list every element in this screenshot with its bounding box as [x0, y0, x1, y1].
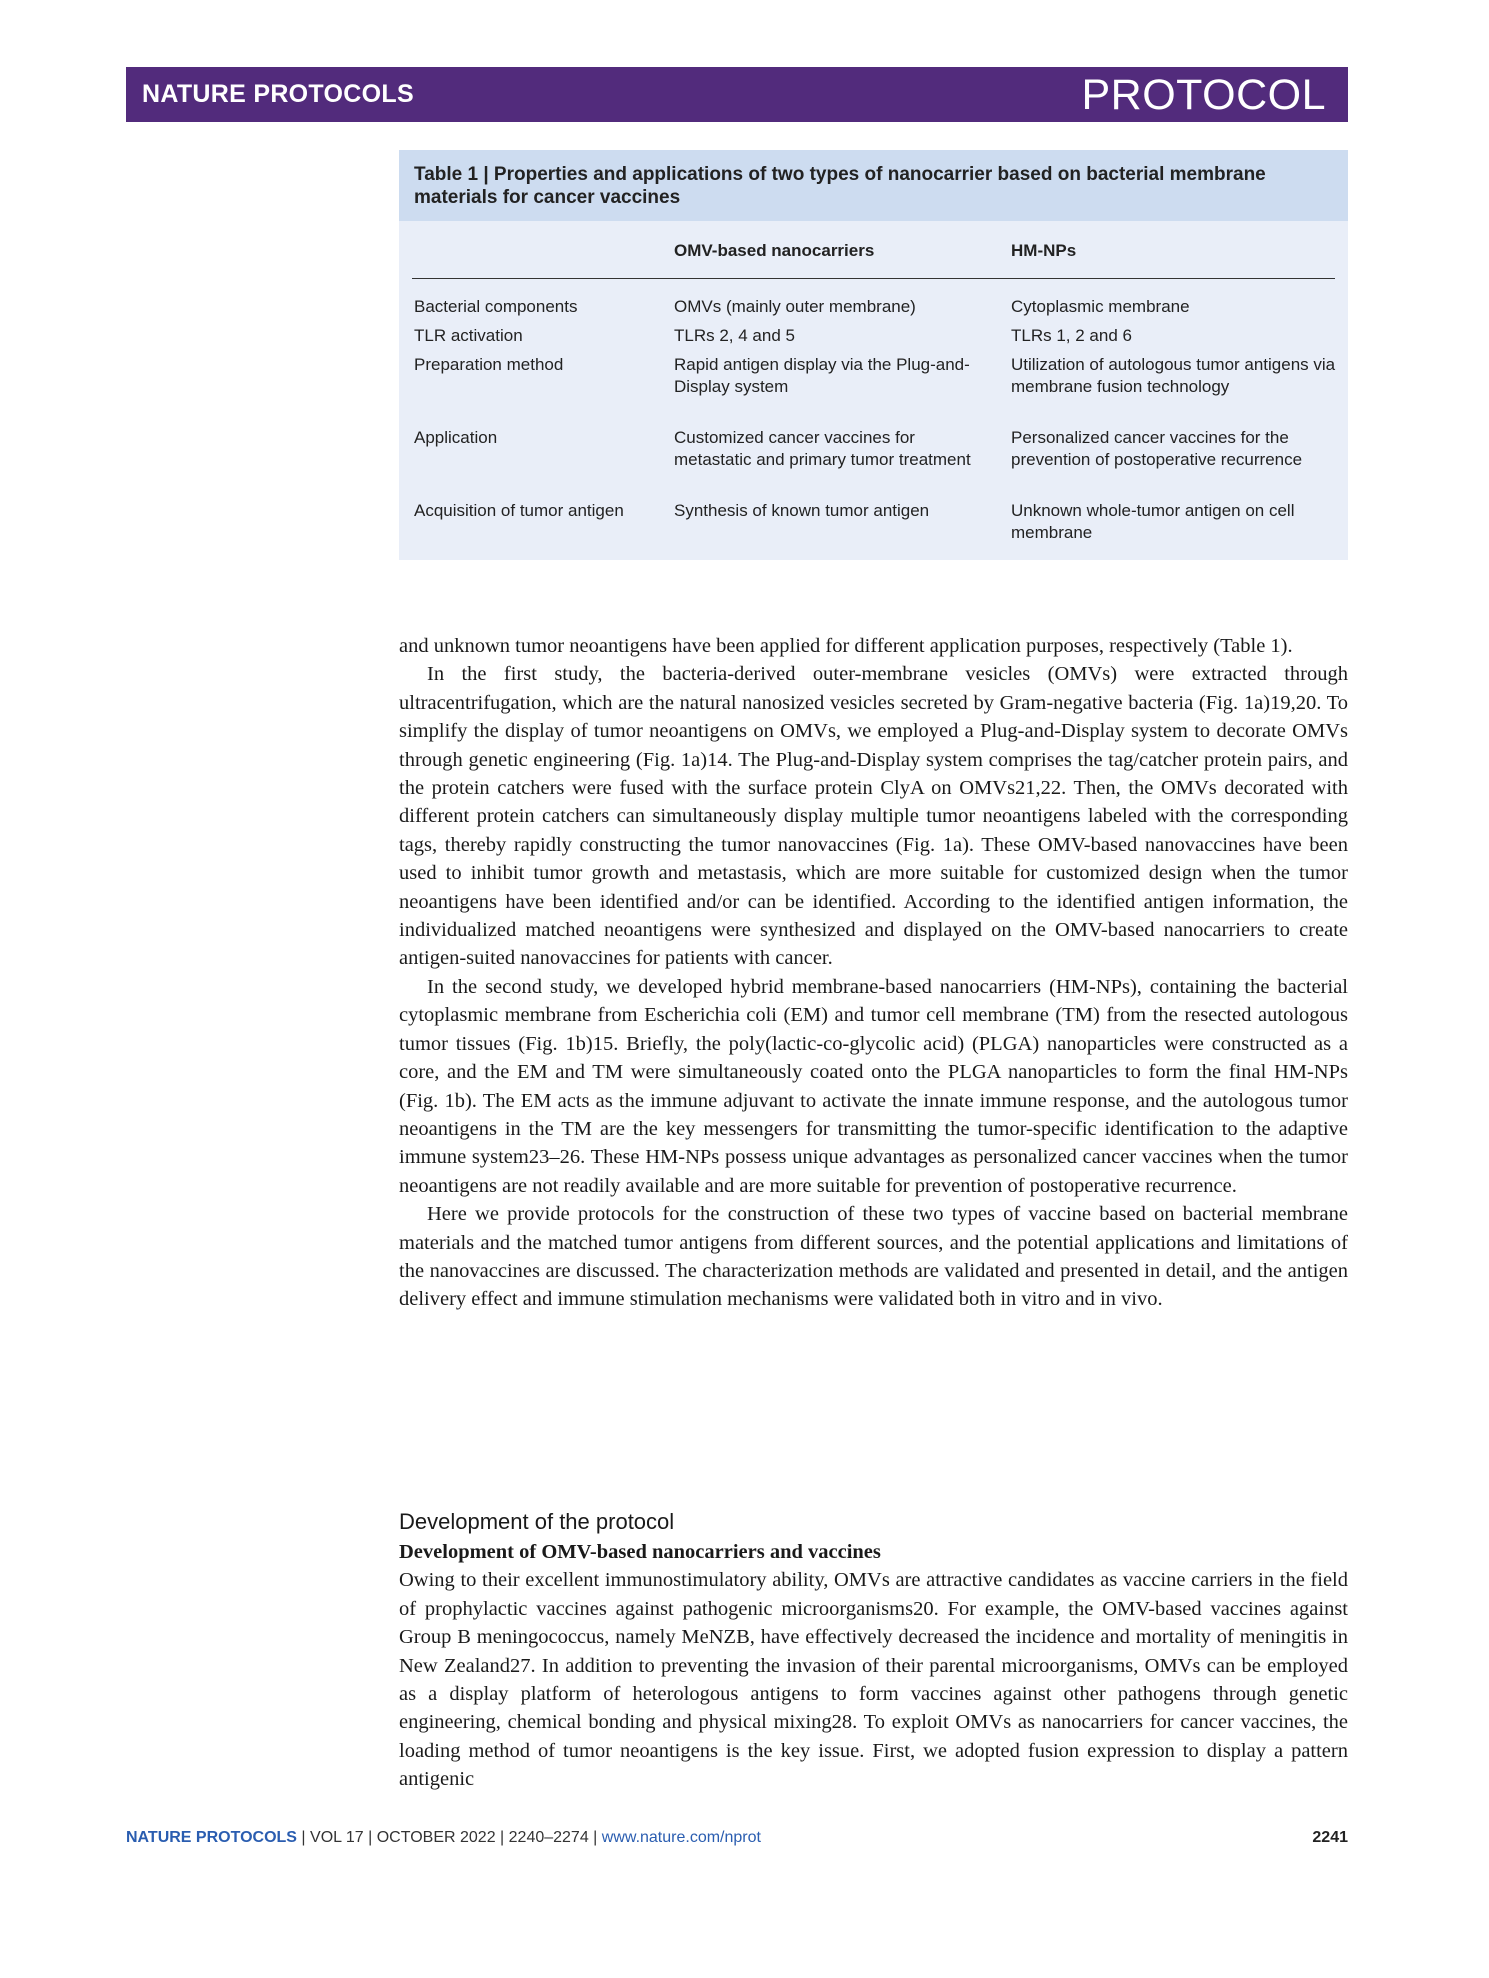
- table-cell: Application: [414, 428, 498, 447]
- paragraph-4: Here we provide protocols for the construction of these two types of vaccine based on bacterial membrane materials and the matched tumor antigens from different sources, and the potential applications and limitations of the nanovaccines are discussed. The characterization methods are validated and presented in detail, and the antigen delivery effect and immune stimulation mechanisms were validated both in vitro and in vivo.: [399, 1203, 1348, 1311]
- table-cell: Cytoplasmic membrane: [1011, 297, 1190, 316]
- journal-header-bar: [126, 67, 1348, 122]
- table-cell: TLRs 1, 2 and 6: [1011, 326, 1132, 345]
- page-footer: [126, 1829, 1348, 1847]
- table-1: [399, 150, 1348, 560]
- table-caption: [399, 150, 1348, 221]
- table-cell: Utilization of autologous tumor antigens via membrane fusion technology: [1011, 355, 1336, 396]
- table-cell: Synthesis of known tumor antigen: [674, 501, 930, 520]
- table-header-hmnp: HM-NPs: [1011, 241, 1077, 260]
- table-row: [399, 325, 1348, 354]
- table-caption-text: Properties and applications of two types of nanocarrier based on bacterial membrane materials for cancer vaccines: [414, 164, 1266, 208]
- table-cell: OMVs (mainly outer membrane): [674, 297, 916, 316]
- table-row: [399, 354, 1348, 427]
- table-cell: Preparation method: [414, 355, 564, 374]
- subsection-title: Development of OMV-based nanocarriers and vaccines: [399, 1541, 881, 1563]
- table-cell: Rapid antigen display via the Plug-and-Display system: [674, 355, 970, 396]
- table-header-row: [399, 221, 1348, 273]
- footer-citation: | VOL 17 | OCTOBER 2022 | 2240–2274 |: [296, 1829, 602, 1846]
- table-rule: [412, 278, 1335, 279]
- table-row: [399, 500, 1348, 550]
- paragraph-5: Owing to their excellent immunostimulatory ability, OMVs are attractive candidates as vaccine carriers in the field of prophylactic vaccines against pathogenic microorganisms20. For example, the OMV-based vaccines against Group B meningococcus, namely MeNZB, have effectively decreased the incidence and mortality of meningitis in New Zealand27. In addition to preventing the invasion of their parental microorganisms, OMVs can be employed as a display platform of heterologous antigens to form vaccines against other pathogens through genetic engineering, chemical bonding and physical mixing28. To exploit OMVs as nanocarriers for cancer vaccines, the loading method of tumor neoantigens is the key issue. First, we adopted fusion expression to display a pattern antigenic: [399, 1569, 1348, 1791]
- paragraph-2: In the first study, the bacteria-derived outer-membrane vesicles (OMVs) were extracted through ultracentrifugation, which are the natural nanosized vesicles secreted by Gram-negative bacteria (Fig. 1a)19,20. To simplify the display of tumor neoantigens on OMVs, we employed a Plug-and-Display system to decorate OMVs through genetic engineering (Fig. 1a)14. The Plug-and-Display system comprises the tag/catcher protein pairs, and the protein catchers were fused with the surface protein ClyA on OMVs21,22. Then, the OMVs decorated with different protein catchers can simultaneously display multiple tumor neoantigens labeled with the corresponding tags, thereby rapidly constructing the tumor nanovaccines (Fig. 1a). These OMV-based nanovaccines have been used to inhibit tumor growth and metastasis, which are more suitable for customized design when the tumor neoantigens have been identified and/or can be identified. According to the identified antigen information, the individualized matched neoantigens were synthesized and displayed on the OMV-based nanocarriers to create antigen-suited nanovaccines for patients with cancer.: [399, 663, 1348, 970]
- body-text: [399, 632, 1348, 1314]
- table-row: [399, 427, 1348, 500]
- paragraph-1: and unknown tumor neoantigens have been applied for different application purposes, respectively (Table 1).: [399, 635, 1293, 657]
- table-cell: Customized cancer vaccines for metastatic and primary tumor treatment: [674, 428, 971, 469]
- table-cell: Bacterial components: [414, 297, 578, 316]
- page-number: 2241: [1312, 1829, 1348, 1846]
- footer-journal: NATURE PROTOCOLS: [126, 1829, 297, 1846]
- table-header-omv: OMV-based nanocarriers: [674, 241, 875, 260]
- table-cell: Personalized cancer vaccines for the prevention of postoperative recurrence: [1011, 428, 1303, 469]
- journal-name: NATURE PROTOCOLS: [142, 80, 414, 108]
- paragraph-3: In the second study, we developed hybrid membrane-based nanocarriers (HM-NPs), containing the bacterial cytoplasmic membrane from Escherichia coli (EM) and tumor cell membrane (TM) from the resected autologous tumor tissues (Fig. 1b)15. Briefly, the poly(lactic-co-glycolic acid) (PLGA) nanoparticles were constructed as a core, and the EM and TM were simultaneously coated onto the PLGA nanoparticles to form the final HM-NPs (Fig. 1b). The EM acts as the immune adjuvant to activate the innate immune response, and the autologous tumor neoantigens in the TM are the key messengers for transmitting the tumor-specific identification to the adaptive immune system23–26. These HM-NPs possess unique advantages as personalized cancer vaccines when the tumor neoantigens are not readily available and are more suitable for prevention of postoperative recurrence.: [399, 975, 1348, 1197]
- footer-url-link[interactable]: www.nature.com/nprot: [601, 1829, 761, 1846]
- table-cell: TLRs 2, 4 and 5: [674, 326, 795, 345]
- table-body: [399, 296, 1348, 550]
- table-cell: Unknown whole-tumor antigen on cell membrane: [1011, 501, 1295, 542]
- body-text-section: [399, 1538, 1348, 1794]
- article-type: PROTOCOL: [1081, 71, 1326, 119]
- table-cell: TLR activation: [414, 326, 523, 345]
- section-title: Development of the protocol: [399, 1509, 675, 1534]
- table-cell: Acquisition of tumor antigen: [414, 501, 624, 520]
- table-number: Table 1 |: [414, 164, 489, 185]
- table-row: [399, 296, 1348, 325]
